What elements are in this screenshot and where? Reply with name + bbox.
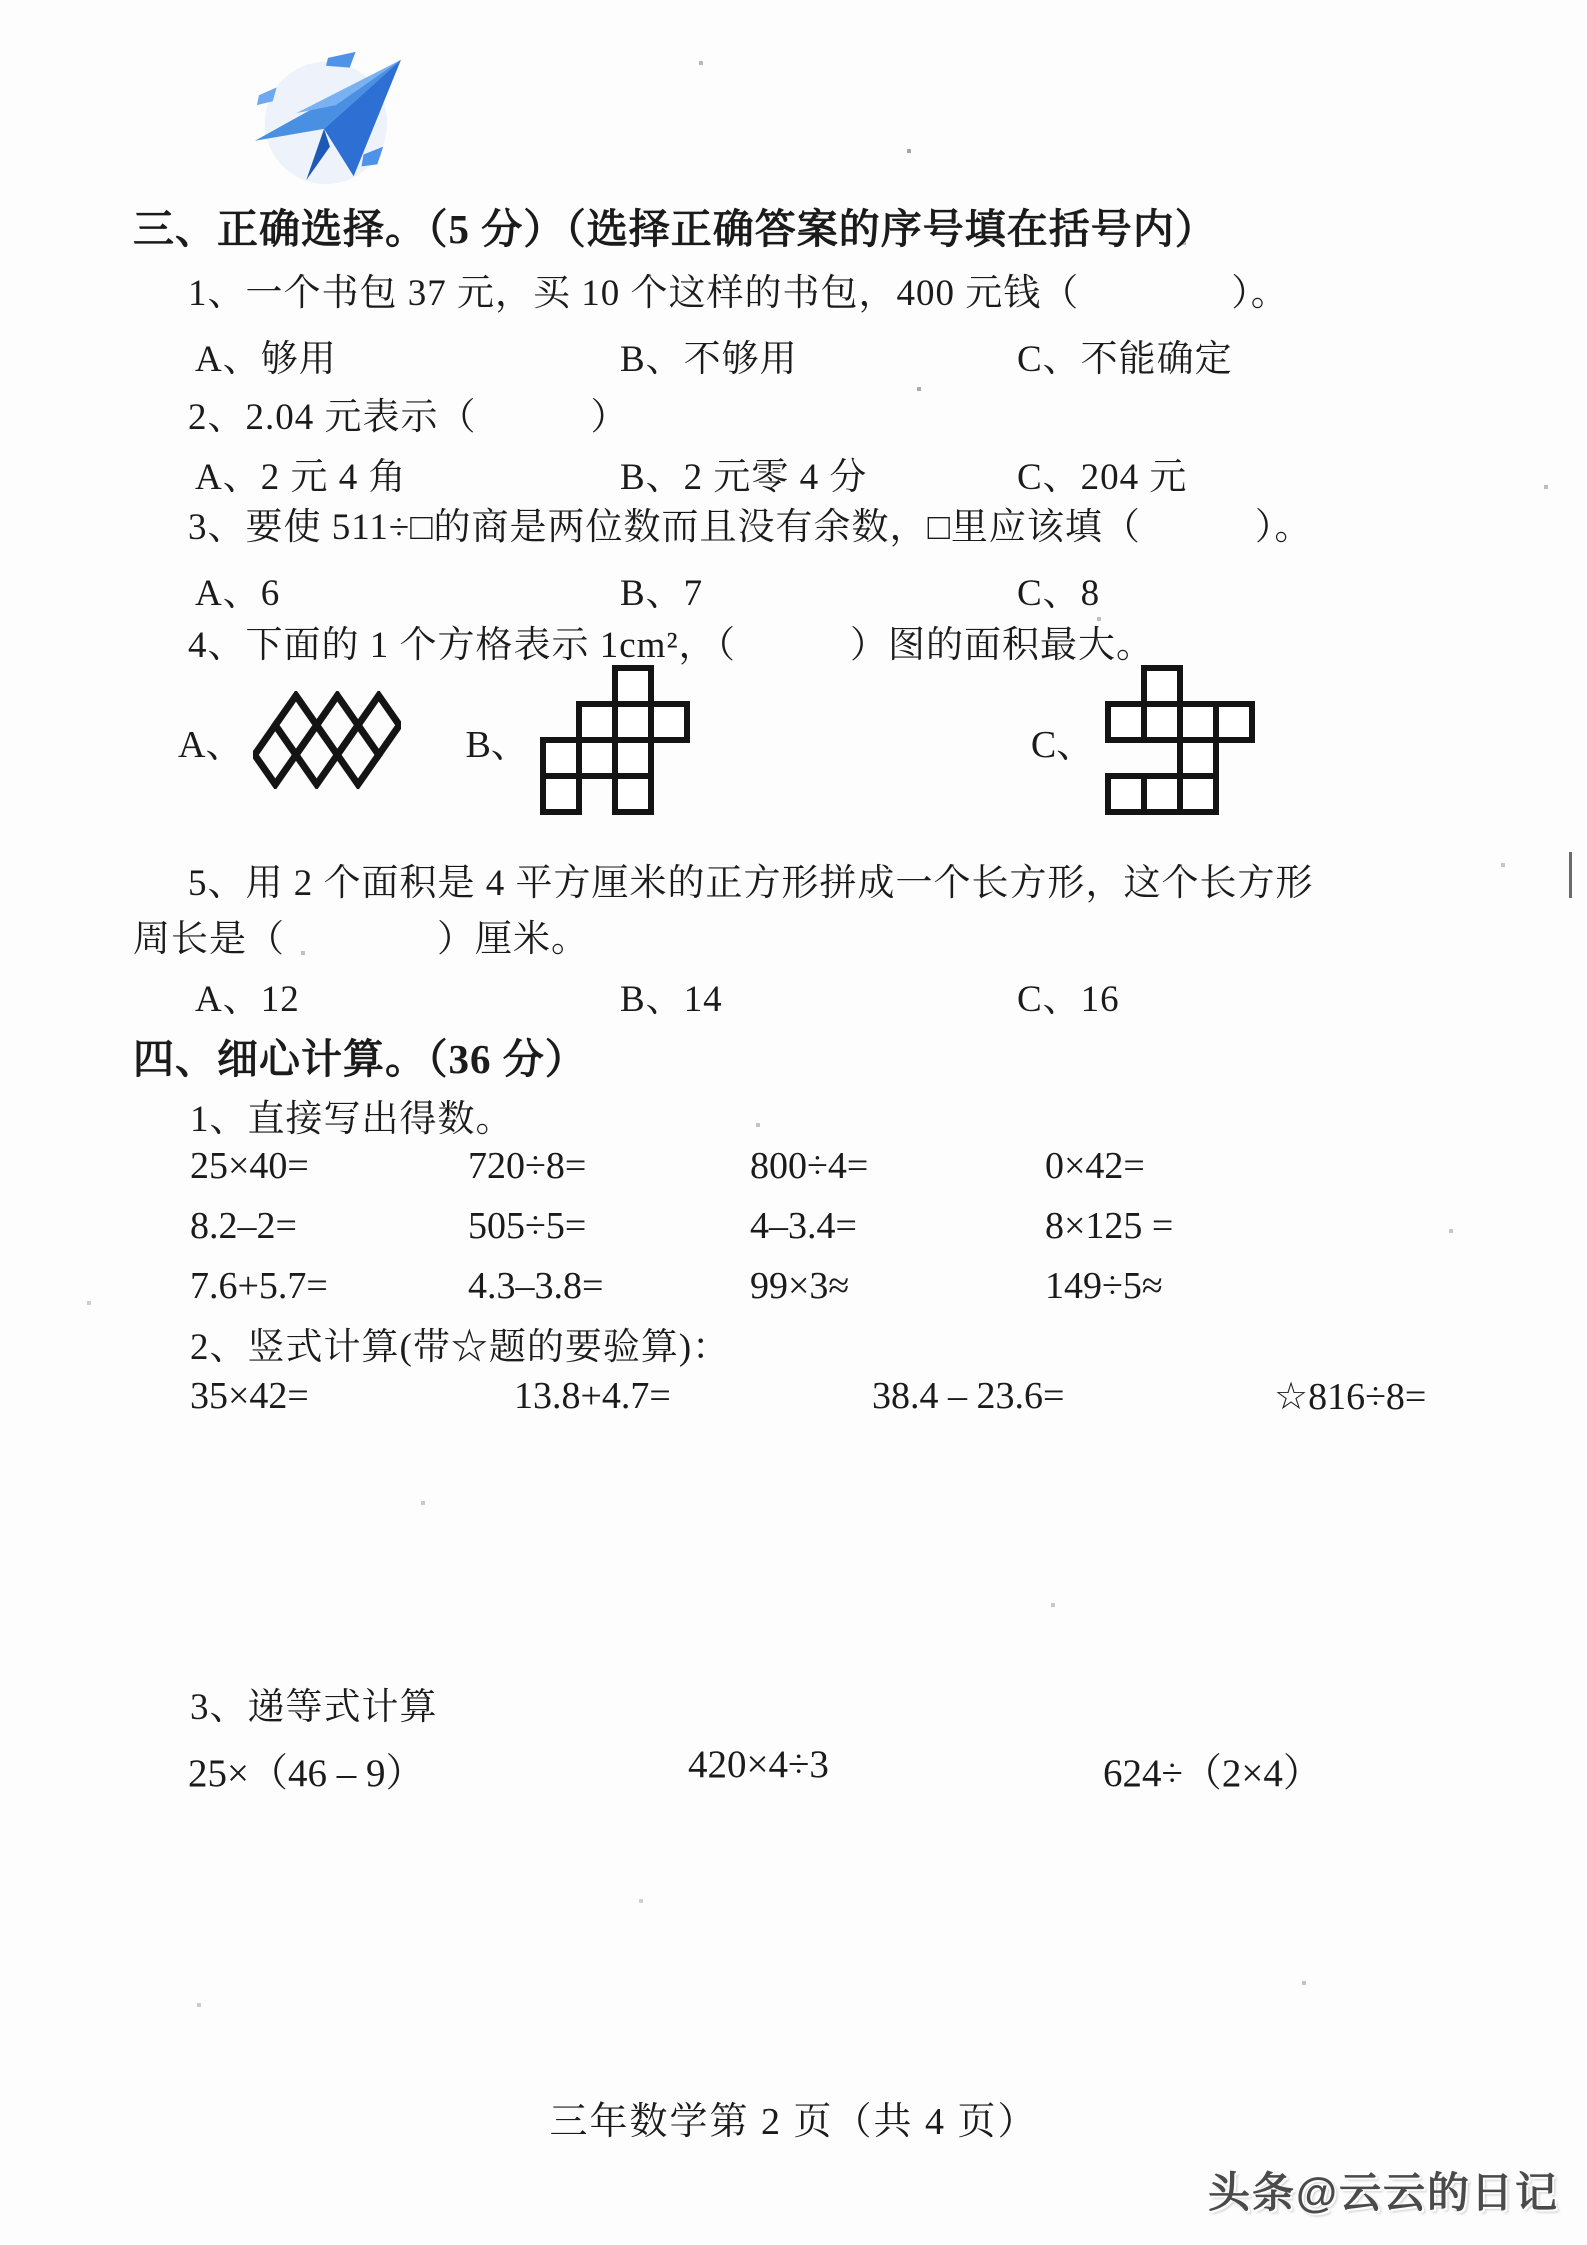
- calc-item: 800÷4=: [750, 1145, 869, 1187]
- question-2: 2、2.04 元表示（ ）: [188, 397, 629, 438]
- q2-option-a: A、2 元 4 角: [195, 457, 407, 498]
- mental-math-grid: [190, 1144, 1173, 1324]
- calc-item: 4.3–3.8=: [468, 1265, 604, 1307]
- section4-title: 四、细心计算。（36 分）: [133, 1036, 587, 1082]
- column-calc-row: [190, 1374, 1426, 1419]
- figure-c-label: C、: [1030, 723, 1095, 766]
- question-3: 3、要使 511÷□的商是两位数而且没有余数，□里应该填（ ）。: [188, 507, 1313, 548]
- calc-item: 7.6+5.7=: [190, 1265, 328, 1307]
- q1-option-c: C、不能确定: [1017, 339, 1233, 380]
- figure-b-polyomino-icon: [539, 664, 691, 816]
- q5-option-c: C、16: [1017, 979, 1120, 1020]
- q3-option-a: A、6: [195, 573, 281, 614]
- calc-item: 149÷5≈: [1045, 1265, 1163, 1307]
- q3-option-b: B、7: [620, 573, 704, 614]
- paper-plane-icon: [236, 44, 416, 192]
- calc-item: 38.4 – 23.6=: [872, 1375, 1065, 1417]
- calc-item: ☆816÷8=: [1274, 1376, 1427, 1418]
- sub2-title: 2、竖式计算(带☆题的要验算)：: [190, 1327, 731, 1368]
- calc-item: 720÷8=: [468, 1145, 587, 1187]
- calc-item: 505÷5=: [468, 1205, 587, 1247]
- question-3-options: [195, 562, 1100, 616]
- figure-c-polyomino-icon: [1104, 664, 1256, 816]
- calc-item: 8.2–2=: [190, 1205, 297, 1247]
- figure-a-diamonds-icon: [253, 691, 401, 789]
- calc-item: 35×42=: [190, 1375, 309, 1417]
- q3-option-c: C、8: [1017, 573, 1101, 614]
- q5-option-b: B、14: [620, 979, 723, 1020]
- calc-item: 25×40=: [190, 1145, 309, 1187]
- q1-option-a: A、够用: [195, 339, 337, 380]
- q2-option-b: B、2 元零 4 分: [620, 457, 868, 498]
- q1-option-b: B、不够用: [620, 339, 798, 380]
- sub3-title: 3、递等式计算: [190, 1687, 438, 1728]
- page-footer: 三年数学第 2 页（共 4 页）: [549, 2101, 1038, 2143]
- calc-item: 25×（46 – 9）: [188, 1752, 425, 1795]
- question-5-options: [195, 968, 1120, 1022]
- question-4-figures: [178, 656, 1256, 824]
- figure-c-group: [1031, 664, 1256, 816]
- figure-b-group: [465, 664, 690, 816]
- scan-artifact: [1569, 852, 1572, 898]
- figure-a-label: A、: [178, 723, 244, 766]
- q2-option-c: C、204 元: [1017, 457, 1188, 498]
- scan-noise: [0, 0, 2, 2]
- calc-item: 624÷（2×4）: [1103, 1752, 1322, 1795]
- section3-title: 三、正确选择。（5 分）（选择正确答案的序号填在括号内）: [133, 206, 1217, 252]
- q5-option-a: A、12: [195, 979, 300, 1020]
- question-1: 1、一个书包 37 元，买 10 个这样的书包，400 元钱（ ）。: [188, 273, 1289, 314]
- question-2-options: [195, 446, 1187, 500]
- question-5-line2: 周长是（ ）厘米。: [133, 919, 589, 960]
- figure-a-group: [178, 691, 401, 789]
- question-5-line1: 5、用 2 个面积是 4 平方厘米的正方形拼成一个长方形，这个长方形: [188, 863, 1314, 904]
- calc-item: 13.8+4.7=: [514, 1375, 671, 1417]
- calc-item: 8×125 =: [1045, 1205, 1174, 1247]
- calc-item: 0×42=: [1045, 1145, 1145, 1187]
- calc-item: 420×4÷3: [688, 1743, 829, 1786]
- calc-item: 4–3.4=: [750, 1205, 857, 1247]
- calc-item: 99×3≈: [750, 1265, 850, 1307]
- stepwise-calc-row: [188, 1742, 1322, 1798]
- watermark: 头条@云云的日记: [1208, 2169, 1559, 2216]
- figure-b-label: B、: [465, 723, 529, 766]
- question-4: 4、下面的 1 个方格表示 1cm²，（ ）图的面积最大。: [188, 625, 1155, 666]
- sub1-title: 1、直接写出得数。: [190, 1099, 514, 1140]
- question-1-options: [195, 328, 1233, 382]
